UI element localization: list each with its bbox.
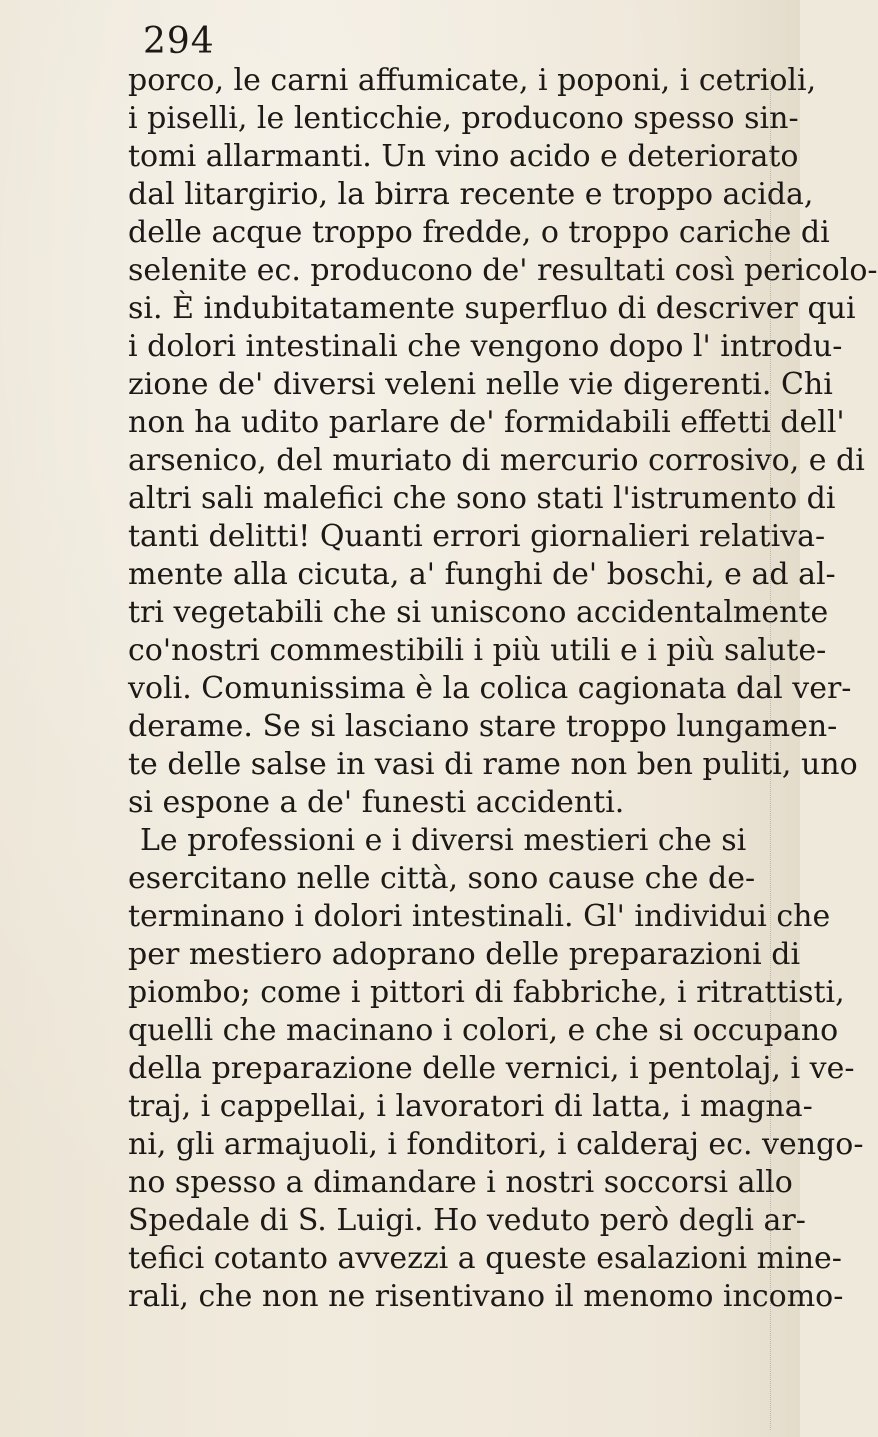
text-line: esercitano nelle città, sono cause che de- — [128, 861, 756, 896]
text-line: i dolori intestinali che vengono dopo l' introdu- — [128, 329, 843, 364]
text-line: no spesso a dimandare i nostri soccorsi allo — [128, 1165, 793, 1200]
text-line: Spedale di S. Luigi. Ho veduto però degli ar- — [128, 1203, 806, 1238]
text-line: mente alla cicuta, a' funghi de' boschi, e ad al- — [128, 557, 836, 592]
page-edge-shadow — [770, 70, 799, 1430]
text-line: te delle salse in vasi di rame non ben puliti, uno — [128, 747, 858, 782]
text-line: per mestiero adoprano delle preparazioni di — [128, 937, 801, 972]
text-line: tanti delitti! Quanti errori giornalieri relativa- — [128, 519, 826, 554]
text-line: co'nostri commestibili i più utili e i più salute- — [128, 633, 827, 668]
body-text — [128, 62, 878, 1316]
text-line: traj, i cappellai, i lavoratori di latta, i magna- — [128, 1089, 813, 1124]
text-line: tri vegetabili che si uniscono accidentalmente — [128, 595, 829, 630]
text-line: piombo; come i pittori di fabbriche, i ritrattisti, — [128, 975, 845, 1010]
page-number: 294 — [143, 21, 215, 62]
text-line: rali, che non ne risentivano il menomo incomo- — [128, 1279, 844, 1314]
text-line: zione de' diversi veleni nelle vie digerenti. Chi — [128, 367, 833, 402]
text-line: dal litargirio, la birra recente e troppo acida, — [128, 177, 814, 212]
text-line: selenite ec. producono de' resultati così pericolo- — [128, 253, 878, 288]
text-line: altri sali malefici che sono stati l'istrumento di — [128, 481, 836, 516]
text-line: ni, gli armajuoli, i fonditori, i calderaj ec. vengo- — [128, 1127, 864, 1162]
text-line: derame. Se si lasciano stare troppo lungamen- — [128, 709, 838, 744]
text-line: quelli che macinano i colori, e che si occupano — [128, 1013, 839, 1048]
text-line: terminano i dolori intestinali. Gl' individui che — [128, 899, 831, 934]
text-line: si espone a de' funesti accidenti. — [128, 785, 625, 820]
text-line: tomi allarmanti. Un vino acido e deteriorato — [128, 139, 799, 174]
text-line: i piselli, le lenticchie, producono spesso sin- — [128, 101, 799, 136]
text-line: porco, le carni affumicate, i poponi, i cetrioli, — [128, 63, 817, 98]
text-line: arsenico, del muriato di mercurio corrosivo, e di — [128, 443, 865, 478]
paragraph-start-line: Le professioni e i diversi mestieri che si — [140, 823, 747, 858]
text-line: della preparazione delle vernici, i pentolaj, i ve- — [128, 1051, 855, 1086]
text-line: si. È indubitatamente superfluo di descriver qui — [128, 291, 856, 326]
text-line: non ha udito parlare de' formidabili effetti dell' — [128, 405, 845, 440]
text-line: delle acque troppo fredde, o troppo cariche di — [128, 215, 830, 250]
text-line: tefici cotanto avvezzi a queste esalazioni mine- — [128, 1241, 842, 1276]
text-line: voli. Comunissima è la colica cagionata dal ver- — [128, 671, 852, 706]
